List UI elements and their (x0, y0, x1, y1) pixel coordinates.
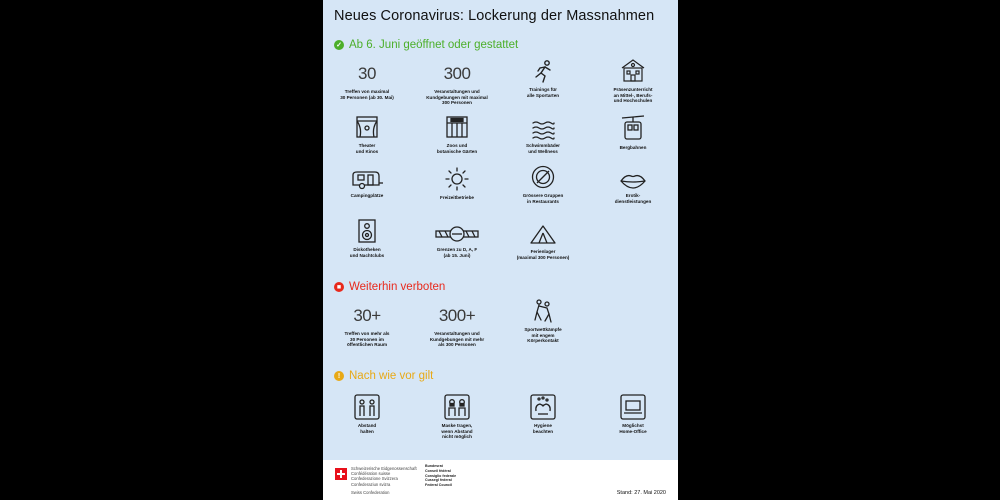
item-meetings-30: 30 Treffen von maximal 30 Personen (ab 30. Mai) (325, 62, 409, 100)
item-events-300-plus: 300+ Veranstaltungen und Kundgebungen mit mehr als 300 Personen (415, 304, 499, 348)
distance-icon (354, 394, 380, 420)
item-zoos: Zoos und botanische Gärten (415, 114, 499, 154)
item-discos: Diskotheken und Nachtclubs (325, 218, 409, 258)
cable-car-icon (620, 114, 646, 142)
item-erotic-services: Erotik- dienstleistungen (591, 172, 675, 204)
item-wear-mask: Maske tragen, wenn Abstand nicht möglich (415, 394, 499, 440)
federal-council-text: Bundesrat Conseil fédéral Consiglio federale Cussegl federal Federal Council (425, 464, 457, 488)
plate-icon (530, 164, 556, 190)
item-home-office: Möglichst Home-Office (591, 394, 675, 434)
date-stamp: Stand: 27. Mai 2020 (616, 490, 666, 496)
open-lock-icon: ✓ (334, 40, 344, 50)
lips-icon (619, 172, 647, 190)
number-30-plus-icon: 30+ (353, 306, 381, 325)
swiss-flag-icon (335, 468, 347, 480)
running-person-icon (530, 58, 556, 84)
confederation-text: Schweizerische Eidgenossenschaft Confédération suisse Confederazione Svizzera Confederaziun svizra (351, 466, 417, 487)
item-contact-sports: Sportwettkämpfe mit engem Körperkontakt (501, 298, 585, 344)
section-rules-heading: ! Nach wie vor gilt (334, 367, 433, 385)
section-open-heading: ✓ Ab 6. Juni geöffnet oder gestattet (334, 36, 518, 54)
item-events-300: 300 Veranstaltungen und Kundgebungen mit maximal 300 Personen (415, 62, 499, 106)
closed-lock-icon: ■ (334, 282, 344, 292)
number-300-plus-icon: 300+ (438, 306, 476, 325)
item-meetings-30-plus: 30+ Treffen von mehr als 30 Personen im öffentlichen Raum (325, 304, 409, 348)
hand-wash-icon (530, 394, 556, 420)
item-hygiene: Hygiene beachten (501, 394, 585, 434)
number-30-icon: 30 (358, 64, 376, 83)
number-300-icon: 300 (443, 64, 471, 83)
poster (323, 0, 678, 500)
mask-icon (444, 394, 470, 420)
item-borders: Grenzen zu D, A, F (ab 15. Juni) (415, 224, 499, 258)
item-theater: Theater und Kinos (325, 114, 409, 154)
laptop-icon (620, 394, 646, 420)
section-forbidden-heading: ■ Weiterhin verboten (334, 278, 445, 296)
item-keep-distance: Abstand halten (325, 394, 409, 434)
item-pools: Schwimmbäder und Wellness (501, 118, 585, 154)
wrestling-icon (531, 298, 555, 324)
item-cable-cars: Bergbahnen (591, 114, 675, 151)
border-barrier-icon (434, 224, 480, 244)
item-restaurants: Grössere Gruppen in Restaurants (501, 164, 585, 204)
tent-icon (528, 222, 558, 246)
item-holiday-camps: Ferienlager (maximal 300 Personen) (501, 222, 585, 260)
sun-icon (444, 166, 470, 192)
speaker-icon (356, 218, 378, 244)
item-trainings: Trainings für alle Sportarten (501, 58, 585, 98)
swimming-pool-icon (530, 118, 556, 140)
camper-trailer-icon (349, 168, 385, 190)
item-leisure: Freizeitbetriebe (415, 166, 499, 201)
footer (323, 460, 678, 500)
school-building-icon (619, 56, 647, 84)
item-schools: Präsenzunterricht an Mittel-, Berufs- und Hochschulen (591, 56, 675, 104)
theater-stage-icon (354, 114, 380, 140)
confederation-english: Swiss Confederation (351, 490, 390, 495)
item-camping: Campingplätze (325, 168, 409, 199)
exclamation-icon: ! (334, 371, 344, 381)
poster-title: Neues Coronavirus: Lockerung der Massnahmen (334, 8, 655, 24)
zoo-icon (444, 114, 470, 140)
